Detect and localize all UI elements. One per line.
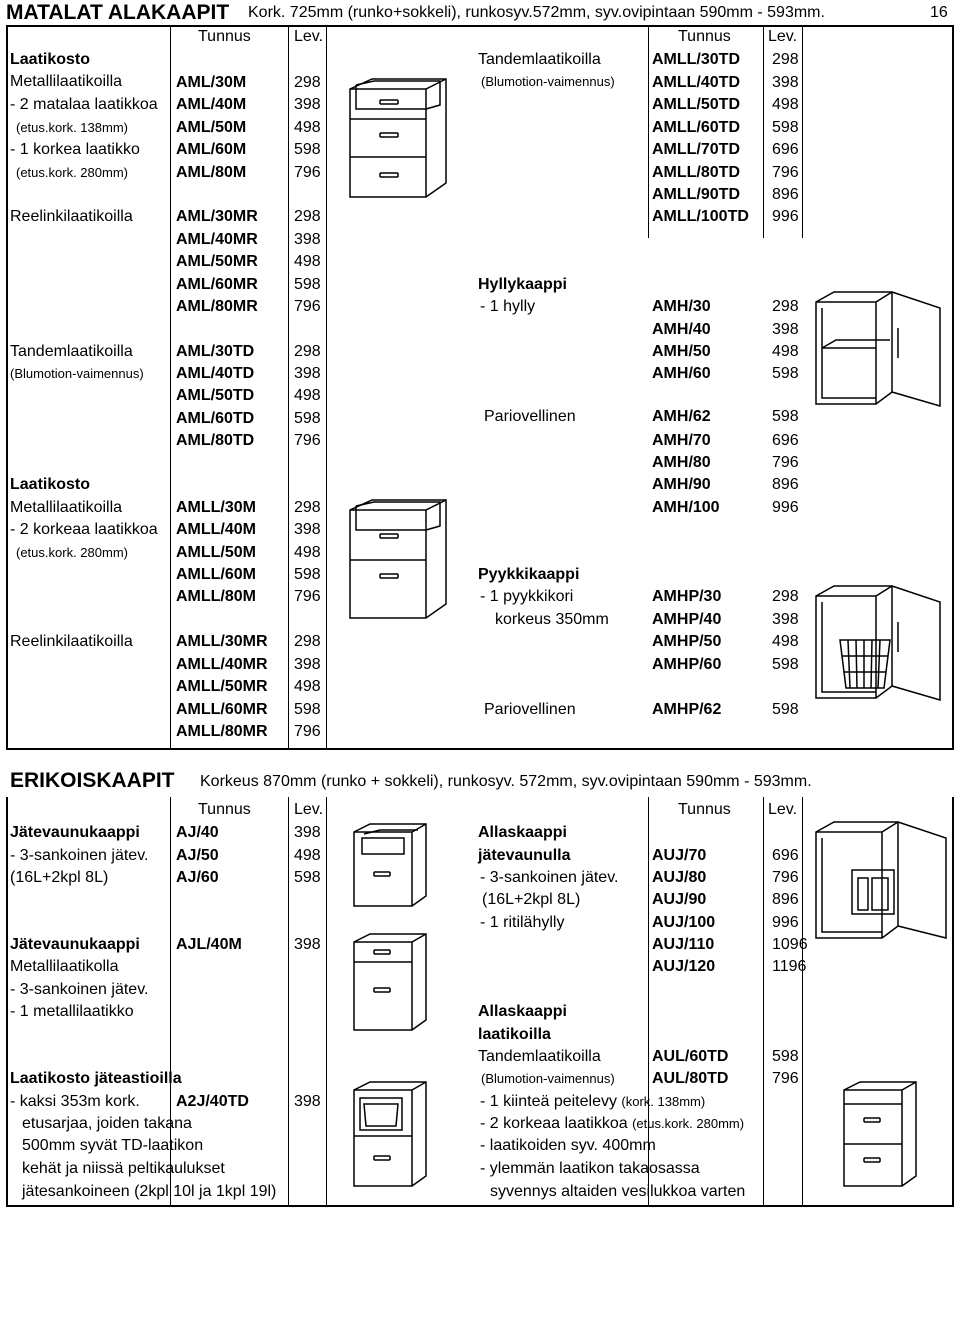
product-width: 796 [294,432,321,449]
product-code: AMLL/80M [176,588,256,605]
product-width: 498 [772,343,799,360]
section-title: Pyykkikaappi [478,566,580,583]
section-note: (Blumotion-vaimennus) [10,366,144,381]
product-width: 398 [772,321,799,338]
product-code: AMLL/60MR [176,701,268,718]
section-desc: jätesankoineen (2kpl 10l ja 1kpl 19l) [22,1183,277,1200]
product-code: A2J/40TD [176,1093,249,1110]
section-desc: - 2 matalaa laatikkoa [10,96,158,113]
product-code: AMH/62 [652,408,711,425]
product-code: AJ/40 [176,824,219,841]
section-desc: - 3-sankoinen jätev. [480,869,619,886]
section-type: Tandemlaatikoilla [478,1048,601,1065]
section-type: Metallilaatikoilla [10,73,123,90]
section-title: jätevaunulla [478,847,571,864]
section-header-special: ERIKOISKAAPIT [10,769,175,792]
product-width: 598 [294,410,321,427]
section-desc: - kaksi 353m kork. [10,1093,140,1110]
product-code: AMLL/50TD [652,96,740,113]
product-width: 398 [294,521,321,538]
product-width: 298 [772,588,799,605]
section-note: (etus.kork. 138mm) [16,120,128,135]
col-header-tunnus: Tunnus [198,28,251,45]
product-code: AMH/80 [652,454,711,471]
product-code: AUL/80TD [652,1070,729,1087]
section-variant: Pariovellinen [484,408,576,425]
product-code: AUJ/110 [652,936,715,953]
product-code: AMH/60 [652,365,711,382]
page-subtitle: Kork. 725mm (runko+sokkeli), runkosyv.572mm, syv.ovipintaan 590mm - 593mm. [248,4,825,21]
product-width: 598 [772,408,799,425]
product-code: AMH/90 [652,476,711,493]
product-width: 398 [294,936,321,953]
section-note: (Blumotion-vaimennus) [481,1071,615,1086]
product-width: 398 [294,656,321,673]
section-desc: (16L+2kpl 8L) [10,869,109,886]
product-width: 298 [772,298,799,315]
product-width: 298 [294,633,321,650]
section-desc [480,1092,705,1112]
product-width: 498 [294,678,321,695]
product-code: AMH/40 [652,321,711,338]
section-title: Hyllykaappi [478,276,567,293]
section-desc [480,1114,744,1134]
col-divider [648,27,649,238]
product-width: 498 [772,633,799,650]
product-code: AMLL/80TD [652,164,740,181]
col-divider [288,27,289,748]
col-divider [802,797,803,1205]
section-desc: (16L+2kpl 8L) [482,891,581,908]
product-width: 696 [772,141,799,158]
product-code: AML/50M [176,119,247,136]
product-width: 498 [772,96,799,113]
product-code: AMLL/30MR [176,633,268,650]
product-width: 398 [772,74,799,91]
section-desc: syvennys altaiden vesilukkoa varten [490,1183,746,1200]
product-code: AMLL/90TD [652,186,740,203]
section-type: Reelinkilaatikoilla [10,208,133,225]
col-divider [802,27,803,238]
product-code: AMLL/60TD [652,119,740,136]
product-code: AMHP/62 [652,701,722,718]
product-code: AML/80TD [176,432,255,449]
section-title: Jätevaunukaappi [10,936,140,953]
desc-note: (kork. 138mm) [621,1094,706,1109]
product-code: AML/30MR [176,208,258,225]
product-width: 696 [772,847,799,864]
section-type: Reelinkilaatikoilla [10,633,133,650]
product-width: 598 [772,119,799,136]
section-desc: 500mm syvät TD-laatikon [22,1137,204,1154]
product-width: 398 [294,96,321,113]
product-width: 598 [294,141,321,158]
product-code: AMLL/40TD [652,74,740,91]
section-desc: - 1 hylly [480,298,536,315]
section-note: (etus.kork. 280mm) [16,165,128,180]
product-code: AMLL/60M [176,566,256,583]
product-code: AML/30M [176,74,247,91]
product-width: 896 [772,186,799,203]
product-width: 298 [294,208,321,225]
product-code: AUJ/100 [652,914,716,931]
section-desc: kehät ja niissä peltikaulukset [22,1160,225,1177]
product-width: 996 [772,499,799,516]
product-code: AML/40MR [176,231,258,248]
product-code: AMH/30 [652,298,711,315]
page-number: 16 [930,4,948,21]
drawer-cabinet-2-drawer-illustration [346,496,450,624]
product-width: 598 [294,566,321,583]
product-code: AML/60TD [176,410,255,427]
product-width: 896 [772,891,799,908]
section-subtitle-special: Korkeus 870mm (runko + sokkeli), runkosyv. 572mm, syv.ovipintaan 590mm - 593mm. [200,773,812,790]
product-code: AUJ/120 [652,958,716,975]
section-type: Metallilaatikoilla [10,499,123,516]
product-code: AML/60M [176,141,247,158]
product-code: AMH/50 [652,343,711,360]
section-title: Laatikosto [10,476,91,493]
col-divider [170,27,171,748]
product-code: AMLL/80MR [176,723,268,740]
col-divider [326,797,327,1205]
product-width: 796 [772,869,799,886]
drawer-waste-bins-illustration [350,1078,430,1190]
product-width: 1096 [772,936,808,953]
product-width: 896 [772,476,799,493]
product-width: 298 [294,74,321,91]
section-type: Metallilaatikolla [10,958,119,975]
product-code: AMLL/100TD [652,208,749,225]
product-width: 298 [294,499,321,516]
product-code: AUJ/90 [652,891,707,908]
section-desc: - 1 ritilähylly [480,914,565,931]
col-divider [326,27,327,748]
section-title: Laatikosto [10,51,91,68]
waste-bin-cabinet-illustration [350,820,430,910]
product-width: 598 [772,656,799,673]
laundry-basket-cabinet-illustration [812,582,946,704]
product-width: 1196 [772,958,807,975]
product-code: AUL/60TD [652,1048,729,1065]
product-code: AML/30TD [176,343,255,360]
section-note: (etus.kork. 280mm) [16,545,128,560]
col-divider [763,797,764,1205]
product-code: AML/80MR [176,298,258,315]
product-code: AMLL/70TD [652,141,740,158]
product-width: 598 [294,276,321,293]
product-width: 796 [294,588,321,605]
col-header-tunnus: Tunnus [678,801,731,818]
product-code: AMLL/30TD [652,51,740,68]
col-header-lev: Lev. [768,801,798,818]
product-width: 796 [294,164,321,181]
product-width: 498 [294,847,321,864]
section-desc: - 1 pyykkikori [480,588,574,605]
product-width: 598 [772,365,799,382]
product-width: 598 [294,701,321,718]
product-code: AMHP/40 [652,611,722,628]
product-code: AMLL/40MR [176,656,268,673]
col-header-tunnus: Tunnus [678,28,731,45]
product-code: AMH/100 [652,499,720,516]
product-code: AML/60MR [176,276,258,293]
product-width: 796 [294,723,321,740]
section-note: (Blumotion-vaimennus) [481,74,615,89]
product-width: 796 [294,298,321,315]
product-width: 796 [772,164,799,181]
desc-text: - 1 kiinteä peitelevy [480,1093,622,1110]
product-code: AMLL/30M [176,499,256,516]
product-code: AMLL/50MR [176,678,268,695]
section-title: Jätevaunukaappi [10,824,140,841]
col-header-tunnus: Tunnus [198,801,251,818]
product-width: 796 [772,454,799,471]
product-code: AML/80M [176,164,247,181]
product-code: AJL/40M [176,936,242,953]
sink-cabinet-waste-bin-illustration [812,818,952,943]
product-width: 398 [294,824,321,841]
product-code: AJ/50 [176,847,219,864]
product-code: AMLL/50M [176,544,256,561]
product-width: 398 [772,611,799,628]
drawer-cabinet-3-drawer-illustration [346,75,450,203]
desc-note: (etus.kork. 280mm) [632,1116,745,1131]
col-header-lev: Lev. [294,28,324,45]
product-width: 398 [294,365,321,382]
product-code: AML/50TD [176,387,255,404]
product-width: 598 [772,1048,799,1065]
product-code: AMHP/30 [652,588,722,605]
product-code: AML/40TD [176,365,255,382]
section-title: laatikoilla [478,1026,551,1043]
section-desc: - 3-sankoinen jätev. [10,981,149,998]
product-width: 696 [772,432,799,449]
product-code: AMLL/40M [176,521,256,538]
section-desc: - 2 korkeaa laatikkoa [10,521,158,538]
section-title: Laatikosto jäteastioilla [10,1070,182,1087]
product-width: 398 [294,1093,321,1110]
product-width: 498 [294,253,321,270]
section-desc: - laatikoiden syv. 400mm [480,1137,656,1154]
col-header-lev: Lev. [768,28,798,45]
section-desc: etusarjaa, joiden takana [22,1115,192,1132]
product-width: 996 [772,914,799,931]
product-code: AMHP/50 [652,633,722,650]
product-code: AUJ/70 [652,847,707,864]
sink-cabinet-drawers-illustration [840,1078,920,1190]
section-type: Tandemlaatikoilla [478,51,601,68]
col-divider [763,27,764,238]
product-code: AML/40M [176,96,247,113]
product-width: 796 [772,1070,799,1087]
section-desc: - 3-sankoinen jätev. [10,847,149,864]
desc-text: - 2 korkeaa laatikkoa [480,1115,633,1132]
section-desc: - 1 korkea laatikko [10,141,140,158]
product-code: AML/50MR [176,253,258,270]
page-title: MATALAT ALAKAAPIT [6,1,230,24]
section-desc: korkeus 350mm [495,611,609,628]
product-width: 498 [294,119,321,136]
product-width: 398 [294,231,321,248]
product-code: AMHP/60 [652,656,722,673]
product-width: 996 [772,208,799,225]
section-type: Tandemlaatikoilla [10,343,133,360]
product-width: 598 [772,701,799,718]
product-code: AMH/70 [652,432,711,449]
product-code: AJ/60 [176,869,219,886]
product-width: 298 [294,343,321,360]
shelf-cabinet-illustration [812,288,946,410]
product-width: 498 [294,387,321,404]
product-width: 498 [294,544,321,561]
product-width: 598 [294,869,321,886]
section-title: Allaskaappi [478,1003,567,1020]
col-header-lev: Lev. [294,801,324,818]
col-divider [288,797,289,1205]
section-title: Allaskaappi [478,824,567,841]
section-variant: Pariovellinen [484,701,576,718]
section-desc: - 1 metallilaatikko [10,1003,134,1020]
product-width: 298 [772,51,799,68]
section-desc: - ylemmän laatikon takaosassa [480,1160,700,1177]
waste-bin-metal-drawer-cabinet-illustration [350,930,430,1035]
product-code: AUJ/80 [652,869,707,886]
